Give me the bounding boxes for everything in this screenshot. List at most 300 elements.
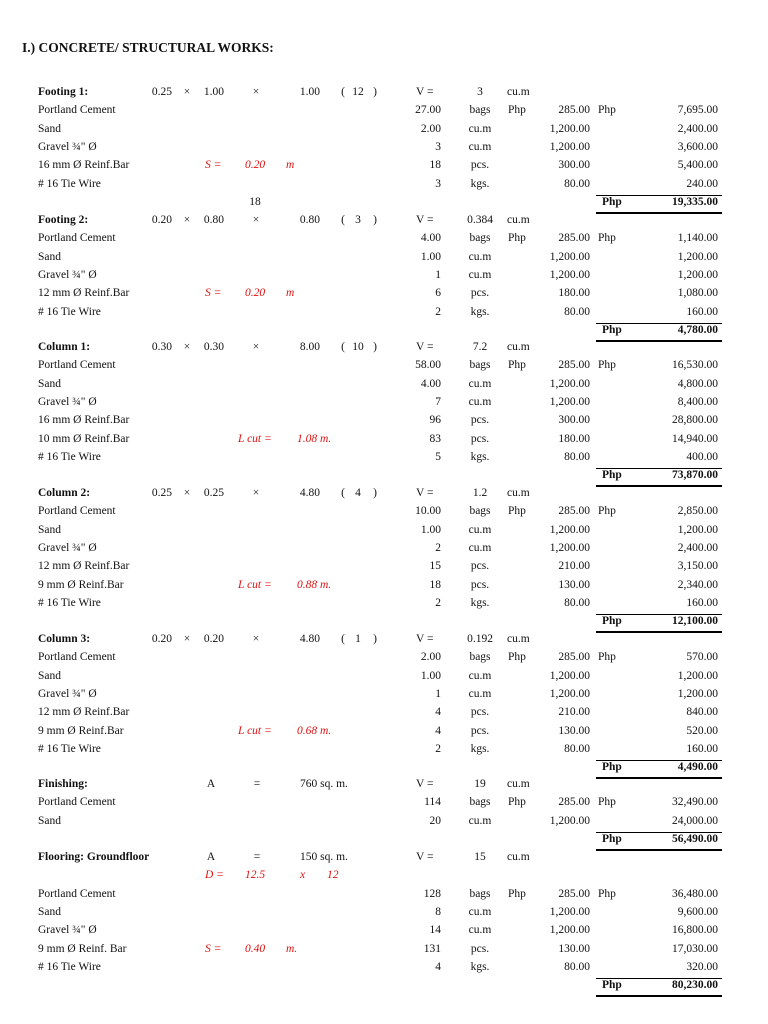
section-title: Flooring: Groundfloor	[38, 851, 150, 863]
extra-value: 18	[249, 195, 261, 208]
currency-label: Php	[598, 359, 616, 372]
volume-unit: cu.m	[507, 487, 530, 499]
paren: )	[373, 86, 377, 98]
dim-value: 0.20	[151, 214, 172, 226]
item-price: 285.00	[558, 651, 590, 664]
section-title: Column 1:	[38, 341, 91, 353]
item-price: 180.00	[558, 287, 590, 300]
item-amount: 2,850.00	[677, 505, 718, 518]
dim-value: 0.30	[203, 341, 224, 353]
item-name: Sand	[38, 122, 61, 135]
item-amount: 2,400.00	[677, 122, 718, 135]
item-unit: bags	[469, 104, 491, 117]
item-name: Portland Cement	[38, 887, 116, 900]
item-amount: 160.00	[686, 742, 718, 755]
dim-value: 0.20	[203, 633, 224, 645]
currency-label: Php	[508, 505, 526, 518]
item-qty: 4	[435, 960, 441, 973]
item-price: 210.00	[558, 560, 590, 573]
item-amount: 570.00	[686, 651, 718, 664]
item-unit: kgs.	[470, 450, 490, 463]
item-qty: 2	[435, 305, 441, 318]
spacing-value: 0.40	[245, 942, 266, 955]
item-amount: 5,400.00	[677, 159, 718, 172]
depth-label: D =	[205, 869, 224, 882]
item-unit: cu.m	[468, 523, 492, 536]
item-amount: 16,530.00	[672, 359, 718, 372]
item-unit: cu.m	[468, 122, 492, 135]
paren: (	[341, 487, 345, 499]
currency-label: Php	[508, 104, 526, 117]
item-name: 10 mm Ø Reinf.Bar	[38, 432, 130, 445]
item-qty: 3	[435, 177, 441, 190]
paren: (	[341, 633, 345, 645]
dim-value: 4.80	[299, 487, 320, 499]
item-price: 1,200.00	[549, 687, 590, 700]
item-amount: 1,080.00	[677, 287, 718, 300]
item-amount: 1,200.00	[677, 687, 718, 700]
item-price: 210.00	[558, 706, 590, 719]
total-label: Php	[602, 761, 622, 774]
times-sign: ×	[252, 86, 260, 98]
item-unit: kgs.	[470, 596, 490, 609]
volume-value: 3	[477, 86, 483, 98]
item-name: Portland Cement	[38, 104, 116, 117]
cut-length-label: L cut =	[238, 432, 272, 445]
item-name: Sand	[38, 377, 61, 390]
volume-unit: cu.m	[507, 341, 530, 353]
count-value: 10	[352, 341, 364, 353]
item-qty: 10.00	[415, 505, 441, 518]
item-price: 1,200.00	[549, 395, 590, 408]
cut-length-label: L cut =	[238, 578, 272, 591]
item-unit: cu.m	[468, 140, 492, 153]
volume-unit: cu.m	[507, 214, 530, 226]
dim-value: 0.25	[203, 487, 224, 499]
item-price: 300.00	[558, 414, 590, 427]
section-total: 19,335.00	[672, 195, 718, 208]
total-bottom-rule	[596, 995, 722, 997]
times-sign: ×	[183, 86, 191, 98]
dim-value: 1.00	[299, 86, 320, 98]
currency-label: Php	[598, 651, 616, 664]
item-qty: 6	[435, 287, 441, 300]
dim-value: 0.25	[151, 86, 172, 98]
item-name: 9 mm Ø Reinf.Bar	[38, 578, 124, 591]
item-price: 285.00	[558, 104, 590, 117]
section-total: 12,100.00	[672, 615, 718, 628]
item-price: 1,200.00	[549, 541, 590, 554]
item-price: 80.00	[564, 305, 590, 318]
item-qty: 2.00	[420, 122, 441, 135]
item-amount: 3,150.00	[677, 560, 718, 573]
item-amount: 160.00	[686, 596, 718, 609]
item-unit: pcs.	[470, 560, 490, 573]
times-sign: ×	[252, 487, 260, 499]
item-amount: 9,600.00	[677, 905, 718, 918]
area-value: 760 sq. m.	[300, 778, 348, 790]
item-name: # 16 Tie Wire	[38, 742, 101, 755]
spacing-label: S =	[205, 159, 222, 172]
item-amount: 2,340.00	[677, 578, 718, 591]
item-amount: 36,480.00	[672, 887, 718, 900]
item-amount: 240.00	[686, 177, 718, 190]
item-price: 130.00	[558, 724, 590, 737]
item-name: 12 mm Ø Reinf.Bar	[38, 287, 130, 300]
item-amount: 8,400.00	[677, 395, 718, 408]
item-price: 1,200.00	[549, 268, 590, 281]
item-price: 285.00	[558, 887, 590, 900]
count-value: 1	[355, 633, 361, 645]
item-qty: 2	[435, 596, 441, 609]
area-value: 150 sq. m.	[300, 851, 348, 863]
item-amount: 7,695.00	[677, 104, 718, 117]
volume-unit: cu.m	[507, 851, 530, 863]
area-label: A	[206, 851, 216, 863]
currency-label: Php	[598, 232, 616, 245]
cut-length-value: 1.08 m.	[297, 432, 332, 445]
item-name: Sand	[38, 669, 61, 682]
volume-unit: cu.m	[507, 86, 530, 98]
item-qty: 15	[429, 560, 441, 573]
volume-value: 0.192	[467, 633, 493, 645]
currency-label: Php	[598, 104, 616, 117]
item-name: Gravel ¾" Ø	[38, 541, 97, 554]
item-unit: cu.m	[468, 268, 492, 281]
item-qty: 1	[435, 268, 441, 281]
item-price: 130.00	[558, 578, 590, 591]
item-unit: cu.m	[468, 250, 492, 263]
item-unit: kgs.	[470, 960, 490, 973]
section-title: Finishing:	[38, 778, 88, 790]
item-unit: pcs.	[470, 578, 490, 591]
volume-label: V =	[416, 86, 434, 98]
item-unit: bags	[469, 359, 491, 372]
area-label: A	[206, 778, 216, 790]
item-price: 80.00	[564, 596, 590, 609]
item-qty: 4	[435, 724, 441, 737]
item-name: 12 mm Ø Reinf.Bar	[38, 706, 130, 719]
item-name: Sand	[38, 905, 61, 918]
volume-unit: cu.m	[507, 778, 530, 790]
item-name: Sand	[38, 523, 61, 536]
volume-label: V =	[416, 341, 434, 353]
item-name: Portland Cement	[38, 505, 116, 518]
item-qty: 27.00	[415, 104, 441, 117]
item-name: Portland Cement	[38, 651, 116, 664]
item-unit: pcs.	[470, 159, 490, 172]
section-total: 4,780.00	[677, 323, 718, 336]
paren: )	[373, 214, 377, 226]
volume-label: V =	[416, 633, 434, 645]
cut-length-value: 0.88 m.	[297, 578, 332, 591]
item-unit: bags	[469, 232, 491, 245]
item-amount: 320.00	[686, 960, 718, 973]
volume-value: 15	[474, 851, 486, 863]
item-qty: 18	[429, 159, 441, 172]
item-qty: 96	[429, 414, 441, 427]
item-name: # 16 Tie Wire	[38, 177, 101, 190]
item-unit: pcs.	[470, 942, 490, 955]
item-price: 300.00	[558, 159, 590, 172]
section-title: Column 3:	[38, 633, 91, 645]
item-unit: bags	[469, 887, 491, 900]
page-heading: I.) CONCRETE/ STRUCTURAL WORKS:	[22, 40, 274, 55]
item-amount: 17,030.00	[672, 942, 718, 955]
total-bottom-rule	[596, 777, 722, 779]
item-price: 285.00	[558, 505, 590, 518]
item-price: 285.00	[558, 796, 590, 809]
currency-label: Php	[508, 651, 526, 664]
total-label: Php	[602, 615, 622, 628]
item-amount: 1,140.00	[677, 232, 718, 245]
item-amount: 2,400.00	[677, 541, 718, 554]
depth-value: 12	[327, 869, 339, 882]
currency-label: Php	[508, 887, 526, 900]
item-qty: 1.00	[420, 250, 441, 263]
item-name: Gravel ¾" Ø	[38, 268, 97, 281]
item-unit: cu.m	[468, 541, 492, 554]
item-price: 180.00	[558, 432, 590, 445]
currency-label: Php	[508, 359, 526, 372]
total-bottom-rule	[596, 340, 722, 342]
item-name: 16 mm Ø Reinf.Bar	[38, 159, 130, 172]
item-price: 1,200.00	[549, 140, 590, 153]
item-unit: bags	[469, 651, 491, 664]
item-unit: pcs.	[470, 414, 490, 427]
volume-value: 1.2	[472, 487, 488, 499]
item-name: 9 mm Ø Reinf. Bar	[38, 942, 127, 955]
times-sign: x	[300, 869, 306, 882]
spacing-label: S =	[205, 942, 222, 955]
item-unit: kgs.	[470, 305, 490, 318]
item-qty: 2	[435, 541, 441, 554]
currency-label: Php	[598, 887, 616, 900]
item-qty: 1.00	[420, 523, 441, 536]
item-price: 80.00	[564, 450, 590, 463]
item-name: Gravel ¾" Ø	[38, 395, 97, 408]
item-amount: 160.00	[686, 305, 718, 318]
total-label: Php	[602, 323, 622, 336]
dim-value: 8.00	[299, 341, 320, 353]
equals-sign: =	[253, 778, 261, 790]
item-unit: pcs.	[470, 724, 490, 737]
count-value: 3	[355, 214, 361, 226]
item-unit: pcs.	[470, 287, 490, 300]
item-amount: 28,800.00	[672, 414, 718, 427]
spacing-value: 0.20	[245, 159, 266, 172]
times-sign: ×	[183, 341, 191, 353]
item-amount: 32,490.00	[672, 796, 718, 809]
cut-length-value: 0.68 m.	[297, 724, 332, 737]
item-name: 9 mm Ø Reinf.Bar	[38, 724, 124, 737]
item-unit: pcs.	[470, 706, 490, 719]
item-qty: 3	[435, 140, 441, 153]
item-price: 1,200.00	[549, 377, 590, 390]
item-name: # 16 Tie Wire	[38, 596, 101, 609]
item-unit: cu.m	[468, 924, 492, 937]
volume-value: 19	[474, 778, 486, 790]
item-amount: 1,200.00	[677, 250, 718, 263]
item-qty: 1.00	[420, 669, 441, 682]
item-name: # 16 Tie Wire	[38, 305, 101, 318]
item-name: # 16 Tie Wire	[38, 450, 101, 463]
spacing-value: 0.20	[245, 287, 266, 300]
dim-value: 0.25	[151, 487, 172, 499]
item-unit: cu.m	[468, 377, 492, 390]
dim-value: 0.80	[299, 214, 320, 226]
item-qty: 1	[435, 687, 441, 700]
item-amount: 14,940.00	[672, 432, 718, 445]
paren: )	[373, 487, 377, 499]
dim-value: 0.30	[151, 341, 172, 353]
volume-label: V =	[416, 214, 434, 226]
item-unit: cu.m	[468, 395, 492, 408]
item-price: 285.00	[558, 359, 590, 372]
item-qty: 2.00	[420, 651, 441, 664]
item-qty: 114	[424, 796, 441, 809]
total-label: Php	[602, 979, 622, 992]
dim-value: 0.80	[203, 214, 224, 226]
item-price: 80.00	[564, 742, 590, 755]
item-unit: cu.m	[468, 814, 492, 827]
total-bottom-rule	[596, 212, 722, 214]
item-qty: 20	[429, 814, 441, 827]
paren: )	[373, 341, 377, 353]
item-price: 1,200.00	[549, 924, 590, 937]
item-name: Portland Cement	[38, 232, 116, 245]
item-amount: 1,200.00	[677, 523, 718, 536]
item-price: 1,200.00	[549, 122, 590, 135]
paren: (	[341, 86, 345, 98]
total-bottom-rule	[596, 631, 722, 633]
item-name: Sand	[38, 250, 61, 263]
item-qty: 5	[435, 450, 441, 463]
section-total: 4,490.00	[677, 761, 718, 774]
item-unit: kgs.	[470, 742, 490, 755]
total-label: Php	[602, 195, 622, 208]
item-price: 1,200.00	[549, 905, 590, 918]
item-qty: 4.00	[420, 232, 441, 245]
paren: )	[373, 633, 377, 645]
item-price: 1,200.00	[549, 523, 590, 536]
item-unit: bags	[469, 796, 491, 809]
total-bottom-rule	[596, 485, 722, 487]
total-label: Php	[602, 469, 622, 482]
times-sign: ×	[252, 633, 260, 645]
currency-label: Php	[598, 505, 616, 518]
item-amount: 400.00	[686, 450, 718, 463]
item-price: 80.00	[564, 960, 590, 973]
spacing-unit: m	[286, 287, 295, 300]
item-amount: 24,000.00	[672, 814, 718, 827]
section-total: 80,230.00	[672, 979, 718, 992]
item-amount: 1,200.00	[677, 268, 718, 281]
item-amount: 840.00	[686, 706, 718, 719]
depth-value: 12.5	[245, 869, 266, 882]
item-name: 12 mm Ø Reinf.Bar	[38, 560, 130, 573]
item-qty: 58.00	[415, 359, 441, 372]
cut-length-label: L cut =	[238, 724, 272, 737]
times-sign: ×	[252, 214, 260, 226]
item-name: 16 mm Ø Reinf.Bar	[38, 414, 130, 427]
volume-label: V =	[416, 851, 434, 863]
spacing-label: S =	[205, 287, 222, 300]
item-price: 1,200.00	[549, 814, 590, 827]
item-qty: 131	[423, 942, 441, 955]
dim-value: 1.00	[203, 86, 224, 98]
equals-sign: =	[253, 851, 261, 863]
item-qty: 7	[435, 395, 441, 408]
item-qty: 4	[435, 706, 441, 719]
item-name: # 16 Tie Wire	[38, 960, 101, 973]
item-name: Sand	[38, 814, 61, 827]
paren: (	[341, 214, 345, 226]
volume-label: V =	[416, 778, 434, 790]
item-name: Gravel ¾" Ø	[38, 924, 97, 937]
times-sign: ×	[183, 487, 191, 499]
item-name: Portland Cement	[38, 359, 116, 372]
section-total: 73,870.00	[672, 469, 718, 482]
dim-value: 4.80	[299, 633, 320, 645]
item-qty: 14	[429, 924, 441, 937]
currency-label: Php	[508, 232, 526, 245]
paren: (	[341, 341, 345, 353]
count-value: 12	[352, 86, 364, 98]
item-unit: kgs.	[470, 177, 490, 190]
item-amount: 1,200.00	[677, 669, 718, 682]
section-title: Footing 1:	[38, 86, 89, 98]
currency-label: Php	[508, 796, 526, 809]
item-unit: cu.m	[468, 905, 492, 918]
times-sign: ×	[252, 341, 260, 353]
count-value: 4	[355, 487, 361, 499]
item-unit: pcs.	[470, 432, 490, 445]
item-name: Gravel ¾" Ø	[38, 687, 97, 700]
item-amount: 16,800.00	[672, 924, 718, 937]
times-sign: ×	[183, 214, 191, 226]
volume-label: V =	[416, 487, 434, 499]
item-qty: 4.00	[420, 377, 441, 390]
section-title: Column 2:	[38, 487, 91, 499]
item-qty: 2	[435, 742, 441, 755]
item-amount: 520.00	[686, 724, 718, 737]
item-amount: 4,800.00	[677, 377, 718, 390]
dim-value: 0.20	[151, 633, 172, 645]
section-title: Footing 2:	[38, 214, 89, 226]
item-price: 1,200.00	[549, 250, 590, 263]
currency-label: Php	[598, 796, 616, 809]
item-name: Gravel ¾" Ø	[38, 140, 97, 153]
total-bottom-rule	[596, 849, 722, 851]
item-unit: cu.m	[468, 669, 492, 682]
item-price: 80.00	[564, 177, 590, 190]
item-qty: 8	[435, 905, 441, 918]
item-price: 285.00	[558, 232, 590, 245]
total-label: Php	[602, 832, 622, 845]
item-amount: 3,600.00	[677, 140, 718, 153]
item-price: 130.00	[558, 942, 590, 955]
item-qty: 83	[429, 432, 441, 445]
spacing-unit: m.	[286, 942, 298, 955]
item-unit: bags	[469, 505, 491, 518]
volume-value: 7.2	[472, 341, 488, 353]
times-sign: ×	[183, 633, 191, 645]
item-qty: 18	[429, 578, 441, 591]
volume-unit: cu.m	[507, 633, 530, 645]
item-unit: cu.m	[468, 687, 492, 700]
volume-value: 0.384	[467, 214, 493, 226]
